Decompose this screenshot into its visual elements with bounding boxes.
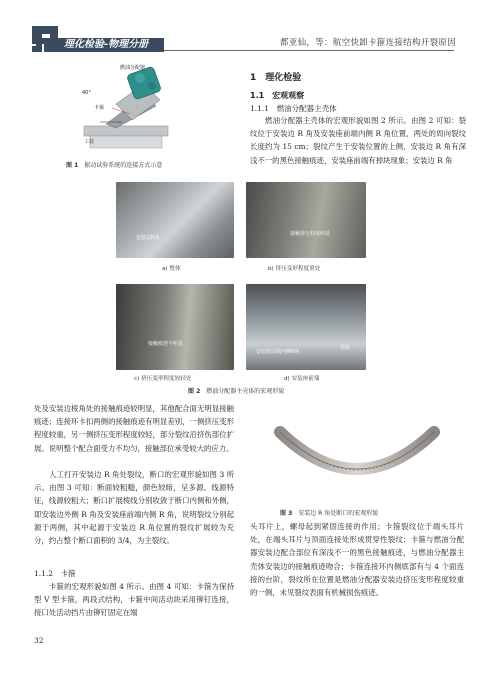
figure2-sub-c: c) 挤压变形程度较轻处 bbox=[134, 376, 192, 382]
photo-a-label: 安装边R角 bbox=[136, 235, 160, 241]
right-paragraph: 头耳片上，螺母起到紧固连接的作用；卡箍裂纹位于端头耳片处，在端头耳片与顶面连接处形成贯穿性裂纹；卡箍与燃油分配器安装边配合部位有深浅不一的黑色接触痕迹，与燃油分配器主壳体安装边的接触痕迹吻合；卡箍连接环内侧底部有与 4 个面连接的台阶，裂纹所在位置是燃油分配器安装边挤压变形程度较重的一侧，未见裂纹表面有机械损伤痕迹。 bbox=[250, 522, 464, 598]
photo-d-label-2: 掉块 bbox=[340, 345, 351, 351]
figure2-caption: 图 2 燃油分配器主壳体的宏观形貌 bbox=[188, 388, 285, 395]
fig1-label-clamp: 卡箍 bbox=[94, 105, 105, 111]
running-title: 都亚仙，等：航空快卸卡箍连接结构开裂原因 bbox=[279, 38, 456, 48]
figure2-sub-a: a) 整体 bbox=[162, 266, 181, 272]
figure2-photo-a bbox=[116, 182, 234, 258]
fig1-label-fixture: 工装 bbox=[84, 139, 95, 145]
page-number: 32 bbox=[34, 636, 44, 645]
figure2-sub-d: d) 安装座前端 bbox=[284, 376, 320, 382]
header-rule bbox=[164, 50, 454, 51]
subsection-heading: 1.1 宏观观察 bbox=[250, 91, 305, 100]
figure3-caption: 图 3 安装边 R 角处断口的宏观形貌 bbox=[280, 510, 379, 517]
photo-b-label: 接触挤压程度明显 bbox=[290, 231, 331, 237]
photo-c-label: 接触痕迹不明显 bbox=[148, 341, 184, 347]
figure1-caption: 图 1 振动试验系统的连接方式示意 bbox=[66, 162, 163, 169]
figure2-photo-b bbox=[246, 182, 366, 258]
subsubsection-heading: 1.1.1 燃油分配器主壳体 bbox=[250, 104, 337, 113]
clamp-subheading: 1.1.2 卡箍 bbox=[34, 569, 76, 578]
figure3-fracture-photo bbox=[252, 402, 462, 506]
left-paragraph-3: 卡箍的宏观形貌如图 4 所示。由图 4 可知：卡箍为保持型 V 型卡箍，两段式结构，卡箍中间活动块采用铆钉连接，接口处活动挡片由铆钉固定在端 bbox=[34, 582, 234, 618]
left-paragraph-1: 处及安装边棱角处的接触痕迹较明显，其他配合面无明显接触痕迹；连接环卡扣两侧的接触痕迹有明显差别，一侧挤压变形程度较重，另一侧挤压变形程度较轻，部分裂纹沿挤伤部位扩展。说明整个配合面受力不均匀，接触部位承受较大的应力。 bbox=[34, 404, 234, 453]
left-paragraph-2: 人工打开安装边 R 角处裂纹，断口的宏观形貌如图 3 所示。由图 3 可知：断面较粗糙，颜色较暗，呈多源、线源特征，线源较粗大；断口扩展棱线分别收敛于断口内侧和外侧，即安装边外侧 R 角及安装座前端内侧 R 角，说明裂纹分别起源于两侧，其中起源于安装边 R 角位置的裂纹扩展较为充分，约占整个断口面积的 3/4，为主裂纹。 bbox=[34, 470, 234, 546]
page-header bbox=[0, 0, 480, 62]
fig1-label-distributor: 燃油分配器 bbox=[120, 65, 146, 71]
figure2-photo-d bbox=[246, 284, 366, 370]
figure2-photo-c bbox=[116, 284, 234, 370]
section-heading: 1 理化检验 bbox=[250, 73, 302, 83]
journal-name: 理化检验-物理分册 bbox=[64, 39, 149, 50]
fig1-label-angle: 40° bbox=[82, 90, 91, 96]
figure2-sub-b: b) 挤压变形程度重处 bbox=[268, 266, 321, 272]
photo-d-label-1: 安装座前端内侧R角 bbox=[256, 349, 300, 355]
section-paragraph: 燃油分配器主壳体的宏观形貌如图 2 所示。由图 2 可知：裂纹位于安装边 R 角及安装座前端内侧 R 角位置，两处的周向裂纹长度约为 15 cm；裂纹产生于安装位置的上侧，安装边 R 角有深浅不一的黑色接触痕迹，安装座前端有掉块现象；安装边 R 角 bbox=[250, 116, 466, 165]
